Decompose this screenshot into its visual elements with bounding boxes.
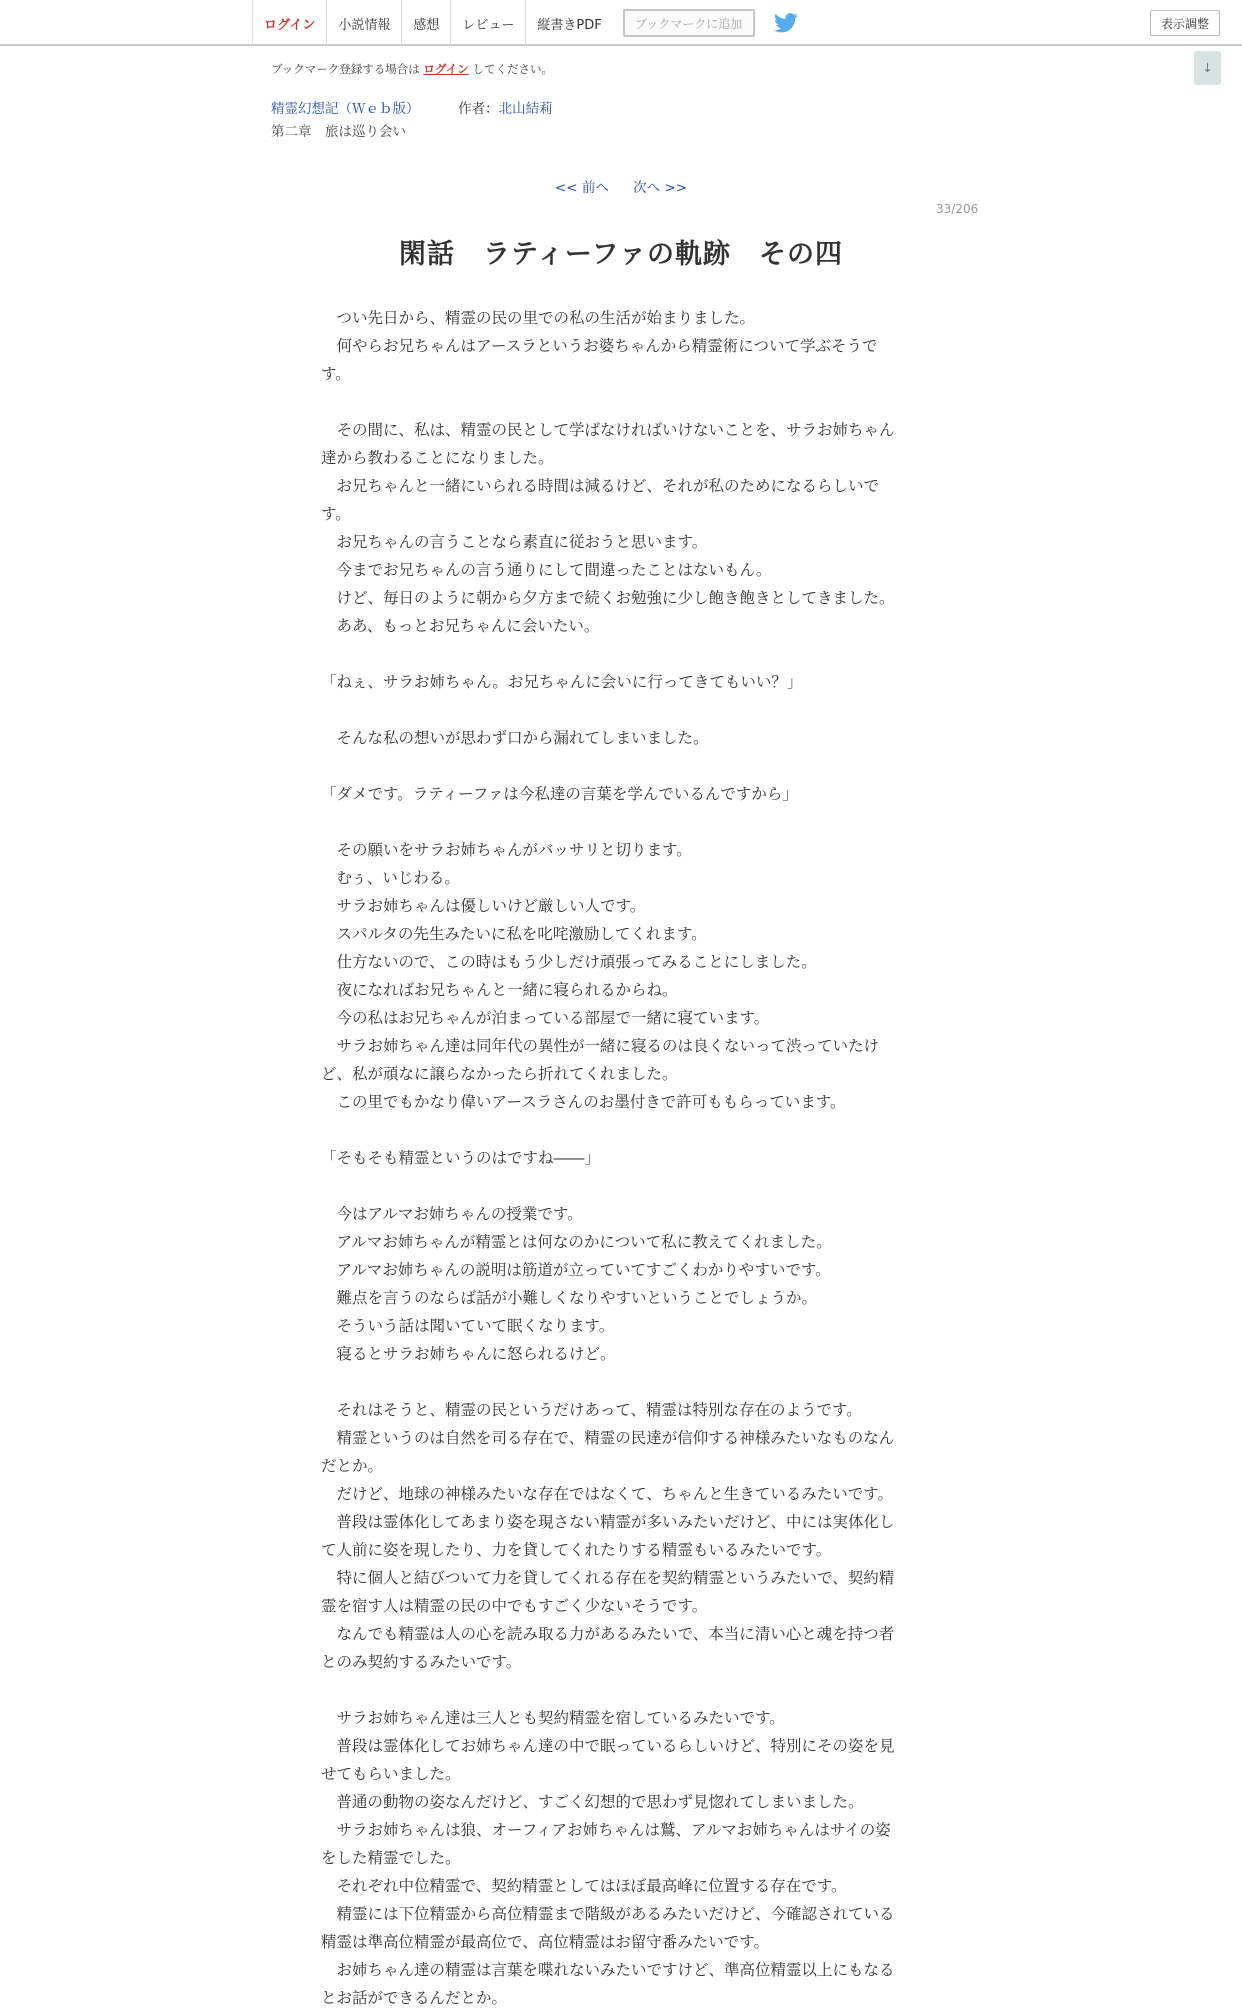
novel-text-line: [321, 1676, 921, 1704]
novel-text-line: 達から教わることになりました。: [321, 449, 554, 467]
novel-text-line: サラお姉ちゃん達は同年代の異性が一緒に寝るのは良くないって渋っていたけ: [321, 1037, 880, 1055]
chapter-title: 第二章 旅は巡り会い: [271, 124, 406, 140]
novel-text-line: とのみ契約するみたいです。: [321, 1653, 522, 1671]
novel-text-line: をした精霊でした。: [321, 1849, 461, 1867]
novel-text-line: 特に個人と結びついて力を貸してくれる存在を契約精霊というみたいで、契約精: [321, 1569, 895, 1587]
novel-text-line: その間に、私は、精霊の民として学ばなければいけないことを、サラお姉ちゃん: [321, 421, 895, 439]
nav-vertical-pdf-link[interactable]: 縦書きPDF: [537, 17, 602, 33]
novel-text-line: [321, 388, 921, 416]
novel-text-line: す。: [321, 505, 351, 523]
twitter-bird-icon[interactable]: [773, 12, 799, 34]
novel-text-line: つい先日から、精霊の民の里での私の生活が始まりました。: [321, 309, 756, 327]
bookmark-note-prefix: ブックマーク登録する場合は: [271, 62, 420, 76]
novel-text-line: むぅ、いじわる。: [321, 869, 460, 887]
novel-text-line: [321, 1368, 921, 1396]
novel-text-line: けど、毎日のように朝から夕方まで続くお勉強に少し飽き飽きとしてきました。: [321, 589, 895, 607]
novel-text-line: それぞれ中位精霊で、契約精霊としてはほぼ最高峰に位置する存在です。: [321, 1877, 847, 1895]
novel-text-line: [321, 640, 921, 668]
novel-text-line: アルマお姉ちゃんが精霊とは何なのかについて私に教えてくれました。: [321, 1233, 832, 1251]
novel-text-line: て人前に姿を現したり、力を貸してくれたりする精霊もいるみたいです。: [321, 1541, 832, 1559]
author-label: 作者：: [458, 101, 499, 117]
novel-text-line: そういう話は聞いていて眠くなります。: [321, 1317, 615, 1335]
novel-text-line: 「そもそも精霊というのはですね――」: [321, 1149, 601, 1167]
novel-text-line: 何やらお兄ちゃんはアースラというお婆ちゃんから精霊術について学ぶそうで: [321, 337, 878, 355]
novel-body: [321, 304, 921, 2012]
episode-counter: 33/206: [936, 202, 979, 216]
episode-title: 閑話 ラティーファの軌跡 その四: [399, 239, 843, 270]
top-nav-bar: [0, 0, 1242, 46]
novel-text-line: 夜になればお兄ちゃんと一緒に寝られるからね。: [321, 981, 678, 999]
novel-text-line: 「ねぇ、サラお姉ちゃん。お兄ちゃんに会いに行ってきてもいい？」: [321, 673, 803, 691]
display-settings-button[interactable]: 表示調整: [1150, 10, 1220, 36]
author-name-link[interactable]: 北山結莉: [498, 101, 553, 117]
bookmark-note-login-link[interactable]: ログイン: [423, 62, 469, 76]
prev-episode-link[interactable]: << 前へ: [554, 180, 609, 196]
nav-menu: [252, 0, 799, 46]
novel-text-line: アルマお姉ちゃんの説明は筋道が立っていてすごくわかりやすいです。: [321, 1261, 831, 1279]
novel-text-line: [321, 1116, 921, 1144]
novel-text-line: だとか。: [321, 1457, 384, 1475]
novel-text-line: だけど、地球の神様みたいな存在ではなくて、ちゃんと生きているみたいです。: [321, 1485, 893, 1503]
novel-text-line: それはそうと、精霊の民というだけあって、精霊は特別な存在のようです。: [321, 1401, 862, 1419]
novel-text-line: ああ、もっとお兄ちゃんに会いたい。: [321, 617, 600, 635]
bookmark-note-suffix: してください。: [472, 62, 553, 76]
novel-text-line: お兄ちゃんの言うことなら素直に従おうと思います。: [321, 533, 708, 551]
novel-text-line: 「ダメです。ラティーファは今私達の言葉を学んでいるんですから」: [321, 785, 798, 803]
novel-text-line: 今までお兄ちゃんの言う通りにして間違ったことはないもん。: [321, 561, 772, 579]
work-title-link[interactable]: 精霊幻想記（Ｗｅｂ版）: [271, 101, 420, 117]
novel-text-line: 霊を宿す人は精霊の民の中でもすごく少ないそうです。: [321, 1597, 708, 1615]
scroll-down-arrow-icon[interactable]: ↓: [1194, 51, 1221, 85]
novel-text-line: 普段は霊体化してお姉ちゃん達の中で眠っているらしいけど、特別にその姿を見: [321, 1737, 895, 1755]
nav-impressions-link[interactable]: 感想: [402, 0, 451, 46]
novel-text-line: す。: [321, 365, 351, 383]
novel-text-line: [321, 752, 921, 780]
nav-login-link[interactable]: ログイン: [252, 0, 327, 46]
novel-text-line: スパルタの先生みたいに私を叱咤激励してくれます。: [321, 925, 707, 943]
novel-text-line: 仕方ないので、この時はもう少しだけ頑張ってみることにしました。: [321, 953, 817, 971]
novel-text-line: [321, 696, 921, 724]
bookmark-login-note: [271, 61, 553, 77]
nav-novel-info-link[interactable]: 小説情報: [327, 0, 402, 46]
novel-text-line: この里でもかなり偉いアースラさんのお墨付きで許可ももらっています。: [321, 1093, 846, 1111]
novel-text-line: とお話ができるんだとか。: [321, 1989, 508, 2007]
novel-text-line: その願いをサラお姉ちゃんがバッサリと切ります。: [321, 841, 692, 859]
novel-text-line: そんな私の想いが思わず口から漏れてしまいました。: [321, 729, 709, 747]
novel-text-line: 今の私はお兄ちゃんが泊まっている部屋で一緒に寝ています。: [321, 1009, 770, 1027]
novel-text-line: せてもらいました。: [321, 1765, 461, 1783]
work-info-line: [271, 97, 553, 117]
novel-text-line: 寝るとサラお姉ちゃんに怒られるけど。: [321, 1345, 616, 1363]
twitter-bird-icon-graphic: [774, 13, 798, 33]
novel-text-line: 精霊は準高位精霊が最高位で、高位精霊はお留守番みたいです。: [321, 1933, 769, 1951]
novel-text-line: 普段は霊体化してあまり姿を現さない精霊が多いみたいだけど、中には実体化し: [321, 1513, 895, 1531]
next-episode-link[interactable]: 次へ >>: [633, 180, 688, 196]
novel-text-line: [321, 1172, 921, 1200]
nav-review-link[interactable]: レビュー: [451, 0, 526, 46]
novel-text-line: お兄ちゃんと一緒にいられる時間は減るけど、それが私のためになるらしいで: [321, 477, 880, 495]
novel-text-line: サラお姉ちゃん達は三人とも契約精霊を宿しているみたいです。: [321, 1709, 785, 1727]
novel-text-line: お姉ちゃん達の精霊は言葉を喋れないみたいですけど、準高位精霊以上にもなる: [321, 1961, 895, 1979]
novel-text-line: サラお姉ちゃんは狼、オーフィアお姉ちゃんは鷲、アルマお姉ちゃんはサイの姿: [321, 1821, 891, 1839]
novel-text-line: [321, 808, 921, 836]
novel-text-line: 精霊というのは自然を司る存在で、精霊の民達が信仰する神様みたいなものなん: [321, 1429, 895, 1447]
novel-text-line: 難点を言うのならば話が小難しくなりやすいということでしょうか。: [321, 1289, 818, 1307]
novel-text-line: なんでも精霊は人の心を読み取る力があるみたいで、本当に清い心と魂を持つ者: [321, 1625, 895, 1643]
novel-text-line: 精霊には下位精霊から高位精霊まで階級があるみたいだけど、今確認されている: [321, 1905, 895, 1923]
novel-text-line: 今はアルマお姉ちゃんの授業です。: [321, 1205, 583, 1223]
novel-text-line: サラお姉ちゃんは優しいけど厳しい人です。: [321, 897, 646, 915]
episode-pager: [0, 176, 1242, 196]
novel-text-line: ど、私が頑なに譲らなかったら折れてくれました。: [321, 1065, 678, 1083]
novel-text-line: 普通の動物の姿なんだけど、すごく幻想的で思わず見惚れてしまいました。: [321, 1793, 864, 1811]
add-bookmark-button[interactable]: ブックマークに追加: [623, 9, 755, 37]
